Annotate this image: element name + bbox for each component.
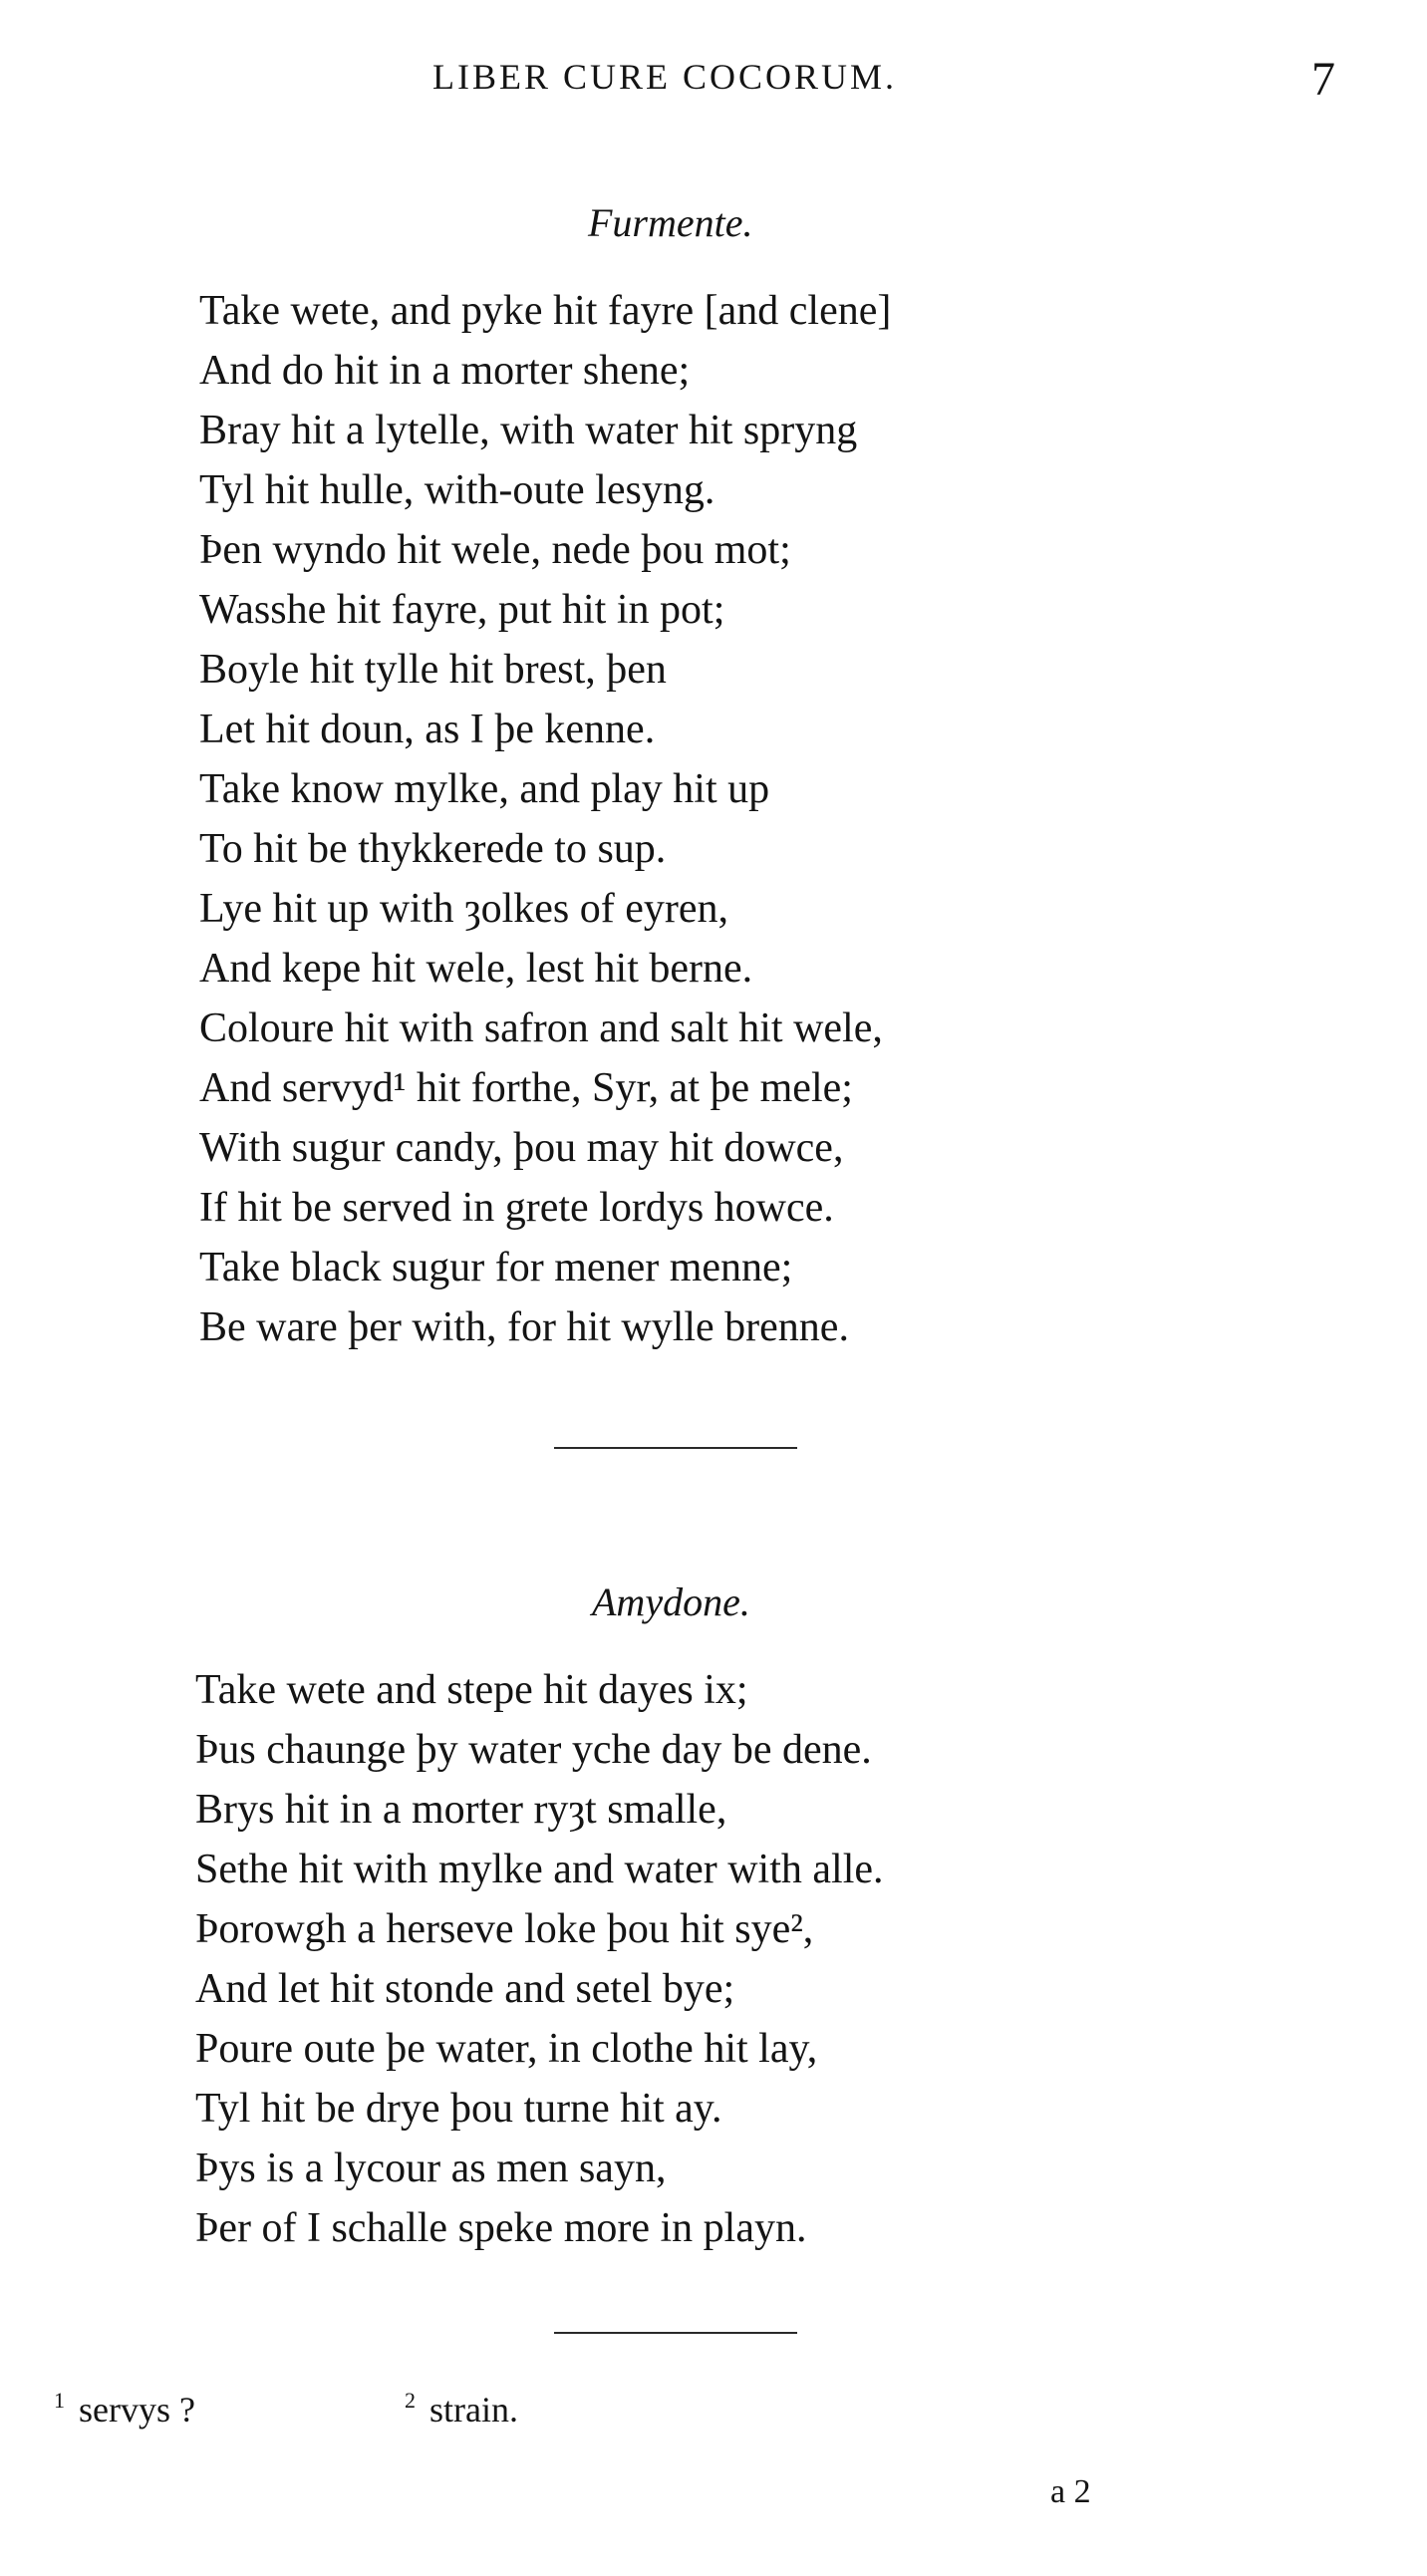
verse-line: Þorowgh a herseve loke þou hit sye², [195,1906,814,1952]
running-head [0,52,1427,112]
verse-line: Be ware þer with, for hit wylle brenne. [199,1304,849,1350]
footnote [405,2388,518,2431]
verse-line: Tyl hit be drye þou turne hit ay. [195,2086,722,2132]
verse-line: Þer of I schalle speke more in playn. [195,2205,807,2251]
section-divider [554,2332,797,2334]
verse-line: And let hit stonde and setel bye; [195,1966,735,2012]
verse-line: Wasshe hit fayre, put hit in pot; [199,587,725,633]
verse-line: Take know mylke, and play hit up [199,766,770,812]
footnote-mark: 2 [405,2388,416,2413]
verse-line: With sugur candy, þou may hit dowce, [199,1125,844,1171]
verse-line: Take black sugur for mener menne; [199,1245,793,1290]
verse-line: Þus chaunge þy water yche day be dene. [195,1727,872,1773]
footnote-text: servys ? [79,2390,195,2430]
verse-line: Bray hit a lytelle, with water hit spryng [199,408,858,453]
verse-line: To hit be thykkerede to sup. [199,826,667,872]
verse-line: Let hit doun, as I þe kenne. [199,707,656,752]
verse-line: And servyd¹ hit forthe, Syr, at þe mele; [199,1065,853,1111]
verse-line: And do hit in a morter shene; [199,348,691,394]
verse-list [195,1660,884,2258]
verse-line: Tyl hit hulle, with-oute lesyng. [199,467,715,513]
running-title: LIBER CURE COCORUM. [432,57,898,97]
footnote-mark: 1 [54,2388,65,2413]
verse-line: Coloure hit with safron and salt hit wele, [199,1005,883,1051]
footnote-text: strain. [429,2390,518,2430]
verse-line: Boyle hit tylle hit brest, þen [199,647,667,693]
verse-line: Þys is a lycour as men sayn, [195,2146,667,2191]
verse-line: And kepe hit wele, lest hit berne. [199,946,753,992]
verse-line: Poure oute þe water, in clothe hit lay, [195,2026,818,2072]
verse-line: If hit be served in grete lordys howce. [199,1185,834,1231]
footnote [54,2388,195,2431]
verse-line: Sethe hit with mylke and water with alle. [195,1847,884,1892]
recipe-title: Furmente. [588,200,753,245]
verse-list [199,281,891,1357]
footnotes [0,2388,1427,2447]
verse-line: Brys hit in a morter ryȝt smalle, [195,1787,727,1833]
verse-line: Lye hit up with ȝolkes of eyren, [199,886,728,932]
verse-line: Þen wyndo hit wele, nede þou mot; [199,527,791,573]
page-number: 7 [1311,53,1335,106]
verse-line: Take wete, and pyke hit fayre [and clene] [199,288,892,334]
section-divider [554,1447,797,1449]
signature-mark: a 2 [1050,2473,1091,2510]
verse-line: Take wete and stepe hit dayes ix; [195,1667,748,1713]
recipe-title: Amydone. [592,1579,750,1624]
